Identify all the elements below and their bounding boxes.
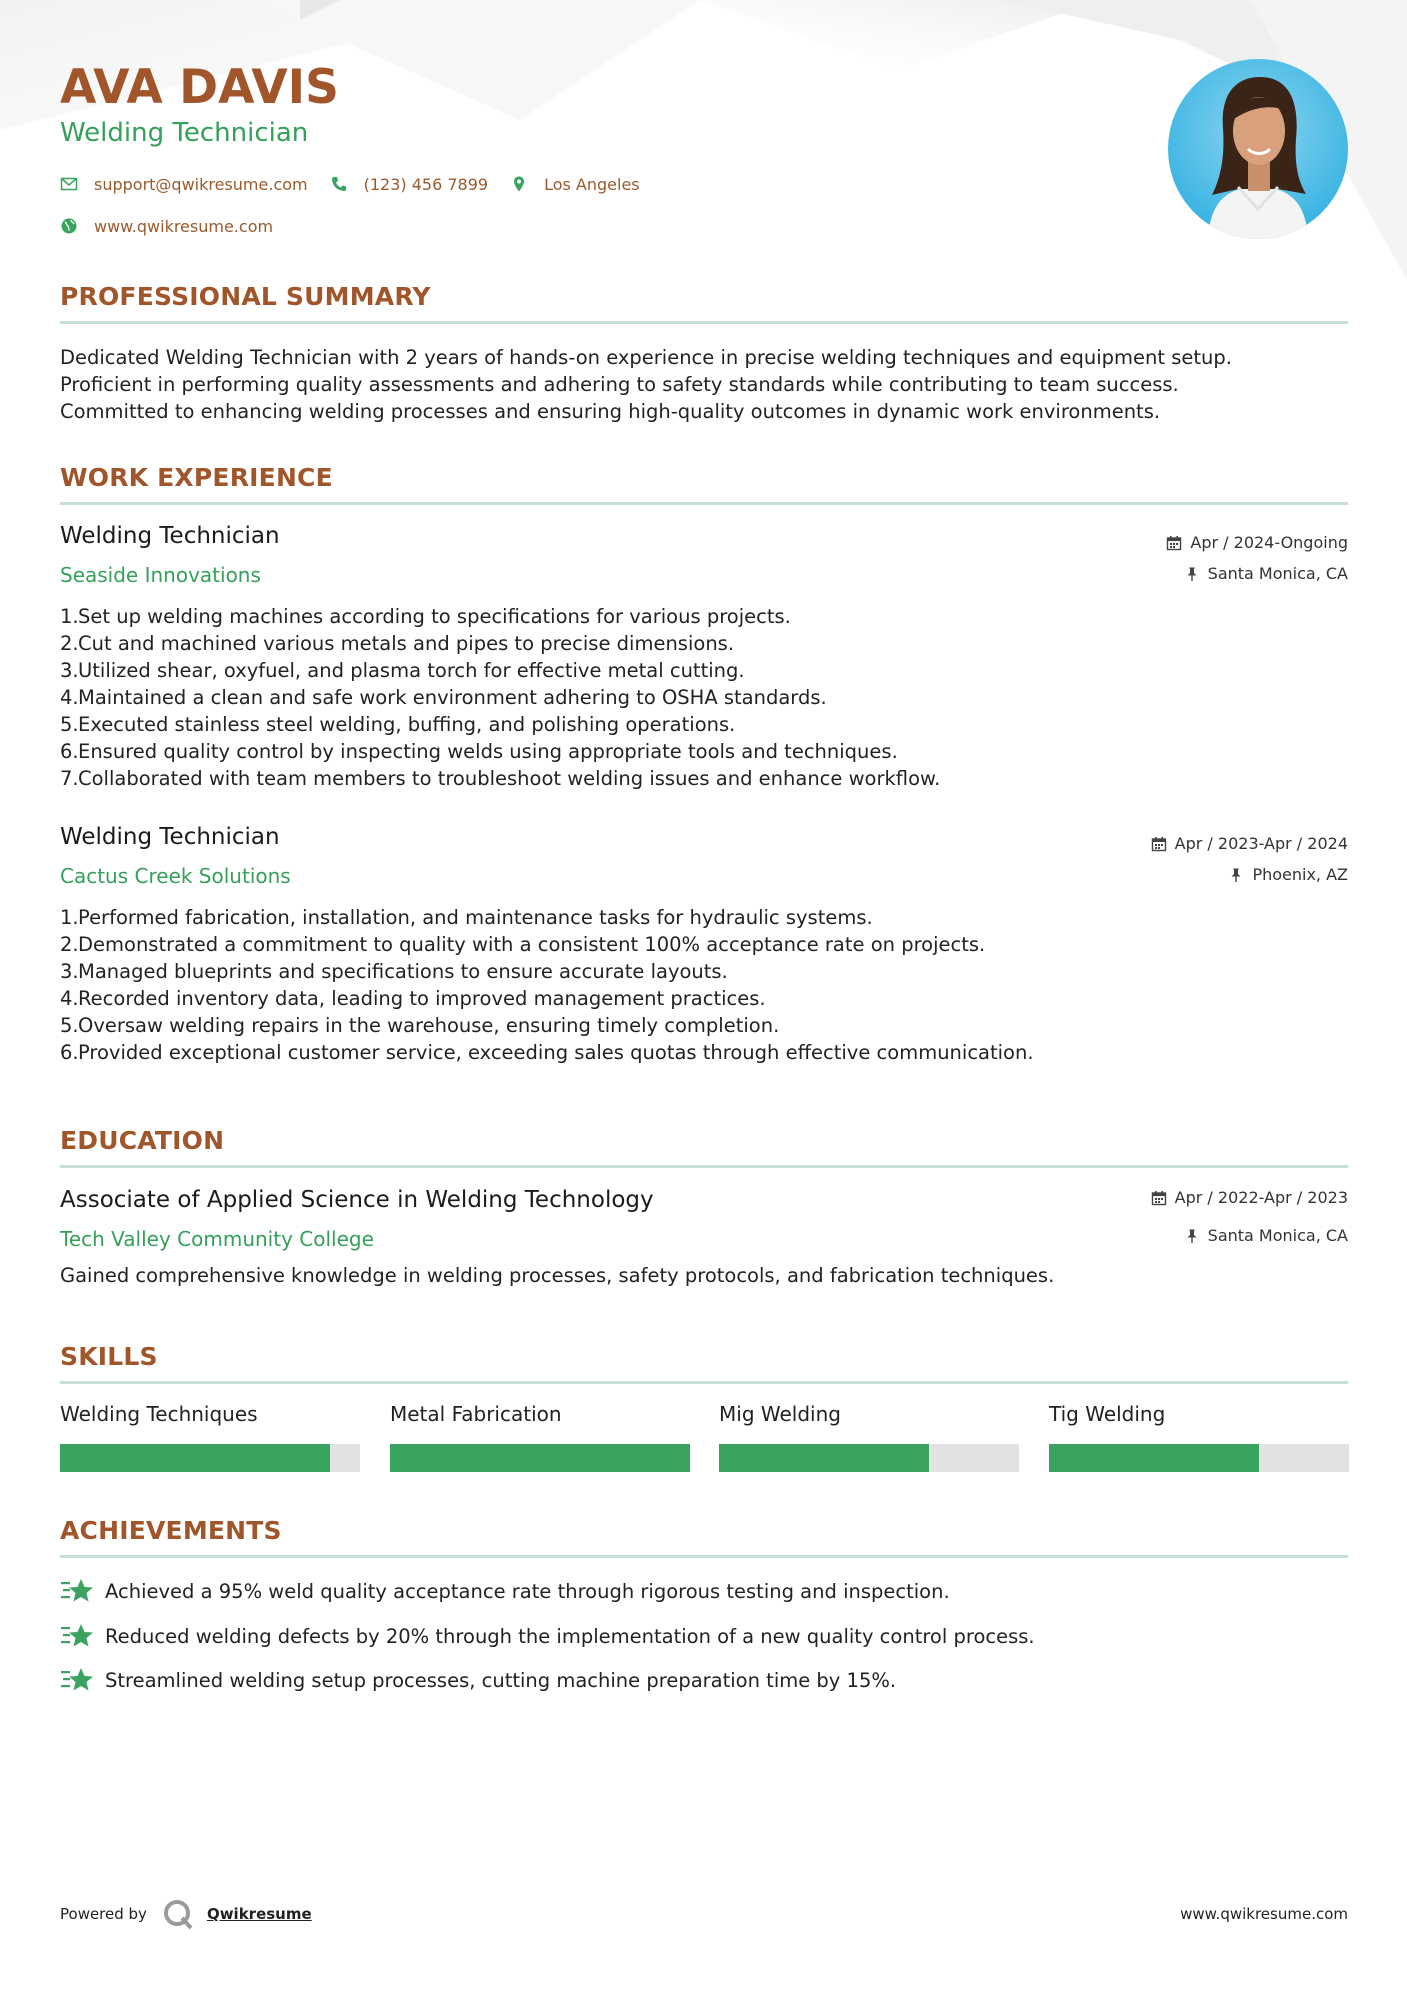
list-number: 2. (60, 632, 79, 655)
summary-text (60, 344, 1360, 425)
achievement-item (60, 1621, 1035, 1651)
list-text: Ensured quality control by inspecting welds using appropriate tools and techniques. (78, 740, 898, 763)
job-dates-text: Apr / 2024-Ongoing (1190, 533, 1348, 552)
list-item (60, 630, 940, 657)
location-text: Los Angeles (544, 174, 640, 194)
calendar-icon (1166, 535, 1182, 551)
contact-info (60, 170, 662, 254)
candidate-title: Welding Technician (60, 118, 309, 148)
list-text: Provided exceptional customer service, exceeding sales quotas through effective communication. (78, 1041, 1034, 1064)
email-text: support@qwikresume.com (94, 174, 308, 194)
list-item (60, 684, 940, 711)
skill-bar-fill (1049, 1444, 1259, 1472)
contact-email[interactable] (60, 175, 308, 194)
job-company: Seaside Innovations (60, 563, 261, 587)
contact-phone[interactable] (330, 175, 488, 194)
skill-item (390, 1402, 690, 1472)
list-item (60, 931, 1034, 958)
list-item (60, 603, 940, 630)
achievement-text: Reduced welding defects by 20% through the implementation of a new quality control process. (105, 1624, 1035, 1648)
skill-name: Tig Welding (1049, 1402, 1166, 1426)
globe-icon (60, 217, 78, 235)
achievement-text: Streamlined welding setup processes, cutting machine preparation time by 15%. (105, 1668, 897, 1692)
education-location (1184, 1226, 1348, 1245)
job-dates-text: Apr / 2023-Apr / 2024 (1174, 834, 1348, 853)
experience-heading: WORK EXPERIENCE (60, 463, 333, 492)
list-text: Set up welding machines according to specifications for various projects. (78, 605, 791, 628)
list-number: 1. (60, 605, 79, 628)
skill-bar-fill (719, 1444, 929, 1472)
summary-heading: PROFESSIONAL SUMMARY (60, 282, 431, 311)
list-item (60, 985, 1034, 1012)
list-number: 7. (60, 767, 79, 790)
list-item (60, 904, 1034, 931)
achievements-divider (60, 1555, 1348, 1558)
skill-bar-track (719, 1444, 1019, 1472)
skill-bar-track (390, 1444, 690, 1472)
education-dates (1151, 1188, 1348, 1207)
list-item (60, 958, 1034, 985)
footer-powered-by (60, 1897, 312, 1931)
job-bullets (60, 904, 1034, 1066)
summary-line: Committed to enhancing welding processes and ensuring high-quality outcomes in dynamic work environments. (60, 400, 1161, 423)
list-item (60, 1012, 1034, 1039)
skill-bar-track (60, 1444, 360, 1472)
list-text: Executed stainless steel welding, buffing, and polishing operations. (78, 713, 736, 736)
skills-heading: SKILLS (60, 1342, 158, 1371)
list-number: 6. (60, 740, 79, 763)
map-pin-icon (510, 175, 528, 193)
list-number: 6. (60, 1041, 79, 1064)
skill-name: Mig Welding (719, 1402, 841, 1426)
skill-bar-fill (390, 1444, 690, 1472)
list-number: 5. (60, 713, 79, 736)
summary-divider (60, 321, 1348, 324)
list-number: 4. (60, 686, 79, 709)
summary-line: Proficient in performing quality assessments and adhering to safety standards while contributing to team success. (60, 373, 1179, 396)
powered-by-label: Powered by (60, 1905, 147, 1923)
list-text: Maintained a clean and safe work environment adhering to OSHA standards. (78, 686, 827, 709)
job-company: Cactus Creek Solutions (60, 864, 291, 888)
education-heading: EDUCATION (60, 1126, 225, 1155)
list-text: Collaborated with team members to troubleshoot welding issues and enhance workflow. (78, 767, 941, 790)
skill-item (60, 1402, 360, 1472)
list-text: Utilized shear, oxyfuel, and plasma torch for effective metal cutting. (78, 659, 745, 682)
list-number: 5. (60, 1014, 79, 1037)
education-dates-text: Apr / 2022-Apr / 2023 (1174, 1188, 1348, 1207)
contact-location (510, 175, 640, 194)
profile-photo (1168, 59, 1348, 239)
phone-icon (330, 175, 348, 193)
achievement-item (60, 1576, 950, 1606)
pushpin-icon (1184, 566, 1200, 582)
job-bullets (60, 603, 940, 792)
contact-website[interactable] (60, 217, 273, 236)
job-location-text: Phoenix, AZ (1252, 865, 1348, 884)
experience-divider (60, 502, 1348, 505)
education-location-text: Santa Monica, CA (1207, 1226, 1348, 1245)
skill-bar-track (1049, 1444, 1349, 1472)
pushpin-icon (1228, 867, 1244, 883)
achievements-heading: ACHIEVEMENTS (60, 1516, 282, 1545)
list-text: Oversaw welding repairs in the warehouse, ensuring timely completion. (78, 1014, 780, 1037)
qwikresume-logo-icon (161, 1897, 195, 1931)
list-item (60, 1039, 1034, 1066)
job-location (1228, 865, 1348, 884)
skill-name: Metal Fabrication (390, 1402, 562, 1426)
footer-url[interactable]: www.qwikresume.com (1180, 1905, 1348, 1923)
list-number: 4. (60, 987, 79, 1010)
job-title: Welding Technician (60, 824, 280, 850)
list-number: 2. (60, 933, 79, 956)
star-icon (60, 1665, 94, 1695)
list-text: Performed fabrication, installation, and maintenance tasks for hydraulic systems. (78, 906, 873, 929)
list-text: Cut and machined various metals and pipes to precise dimensions. (78, 632, 735, 655)
candidate-name: AVA DAVIS (60, 60, 340, 115)
list-number: 1. (60, 906, 79, 929)
list-item (60, 657, 940, 684)
education-divider (60, 1165, 1348, 1168)
list-item (60, 738, 940, 765)
skill-bar-fill (60, 1444, 330, 1472)
job-title: Welding Technician (60, 523, 280, 549)
achievement-item (60, 1665, 896, 1695)
skill-item (1049, 1402, 1349, 1472)
skill-name: Welding Techniques (60, 1402, 258, 1426)
list-number: 3. (60, 659, 79, 682)
school-name: Tech Valley Community College (60, 1227, 374, 1251)
job-location-text: Santa Monica, CA (1207, 564, 1348, 583)
envelope-icon (60, 175, 78, 193)
calendar-icon (1151, 836, 1167, 852)
list-text: Demonstrated a commitment to quality with a consistent 100% acceptance rate on projects. (78, 933, 986, 956)
job-dates (1166, 533, 1348, 552)
list-text: Recorded inventory data, leading to improved management practices. (78, 987, 766, 1010)
brand-link[interactable]: Qwikresume (206, 1905, 312, 1923)
website-text: www.qwikresume.com (94, 216, 274, 236)
achievement-text: Achieved a 95% weld quality acceptance rate through rigorous testing and inspection. (105, 1579, 950, 1603)
degree-title: Associate of Applied Science in Welding Technology (60, 1187, 654, 1213)
list-item (60, 711, 940, 738)
star-icon (60, 1621, 94, 1651)
list-item (60, 765, 941, 792)
skills-divider (60, 1381, 1348, 1384)
pushpin-icon (1184, 1228, 1200, 1244)
education-description: Gained comprehensive knowledge in welding processes, safety protocols, and fabrication techniques. (60, 1264, 1055, 1287)
star-icon (60, 1576, 94, 1606)
person-portrait-icon (1168, 59, 1348, 239)
job-dates (1151, 834, 1348, 853)
job-location (1184, 564, 1348, 583)
skill-item (719, 1402, 1019, 1472)
list-text: Managed blueprints and specifications to ensure accurate layouts. (78, 960, 728, 983)
list-number: 3. (60, 960, 79, 983)
calendar-icon (1151, 1190, 1167, 1206)
phone-text: (123) 456 7899 (363, 174, 489, 194)
summary-line: Dedicated Welding Technician with 2 years of hands-on experience in precise welding techniques and equipment setup. (60, 346, 1232, 369)
